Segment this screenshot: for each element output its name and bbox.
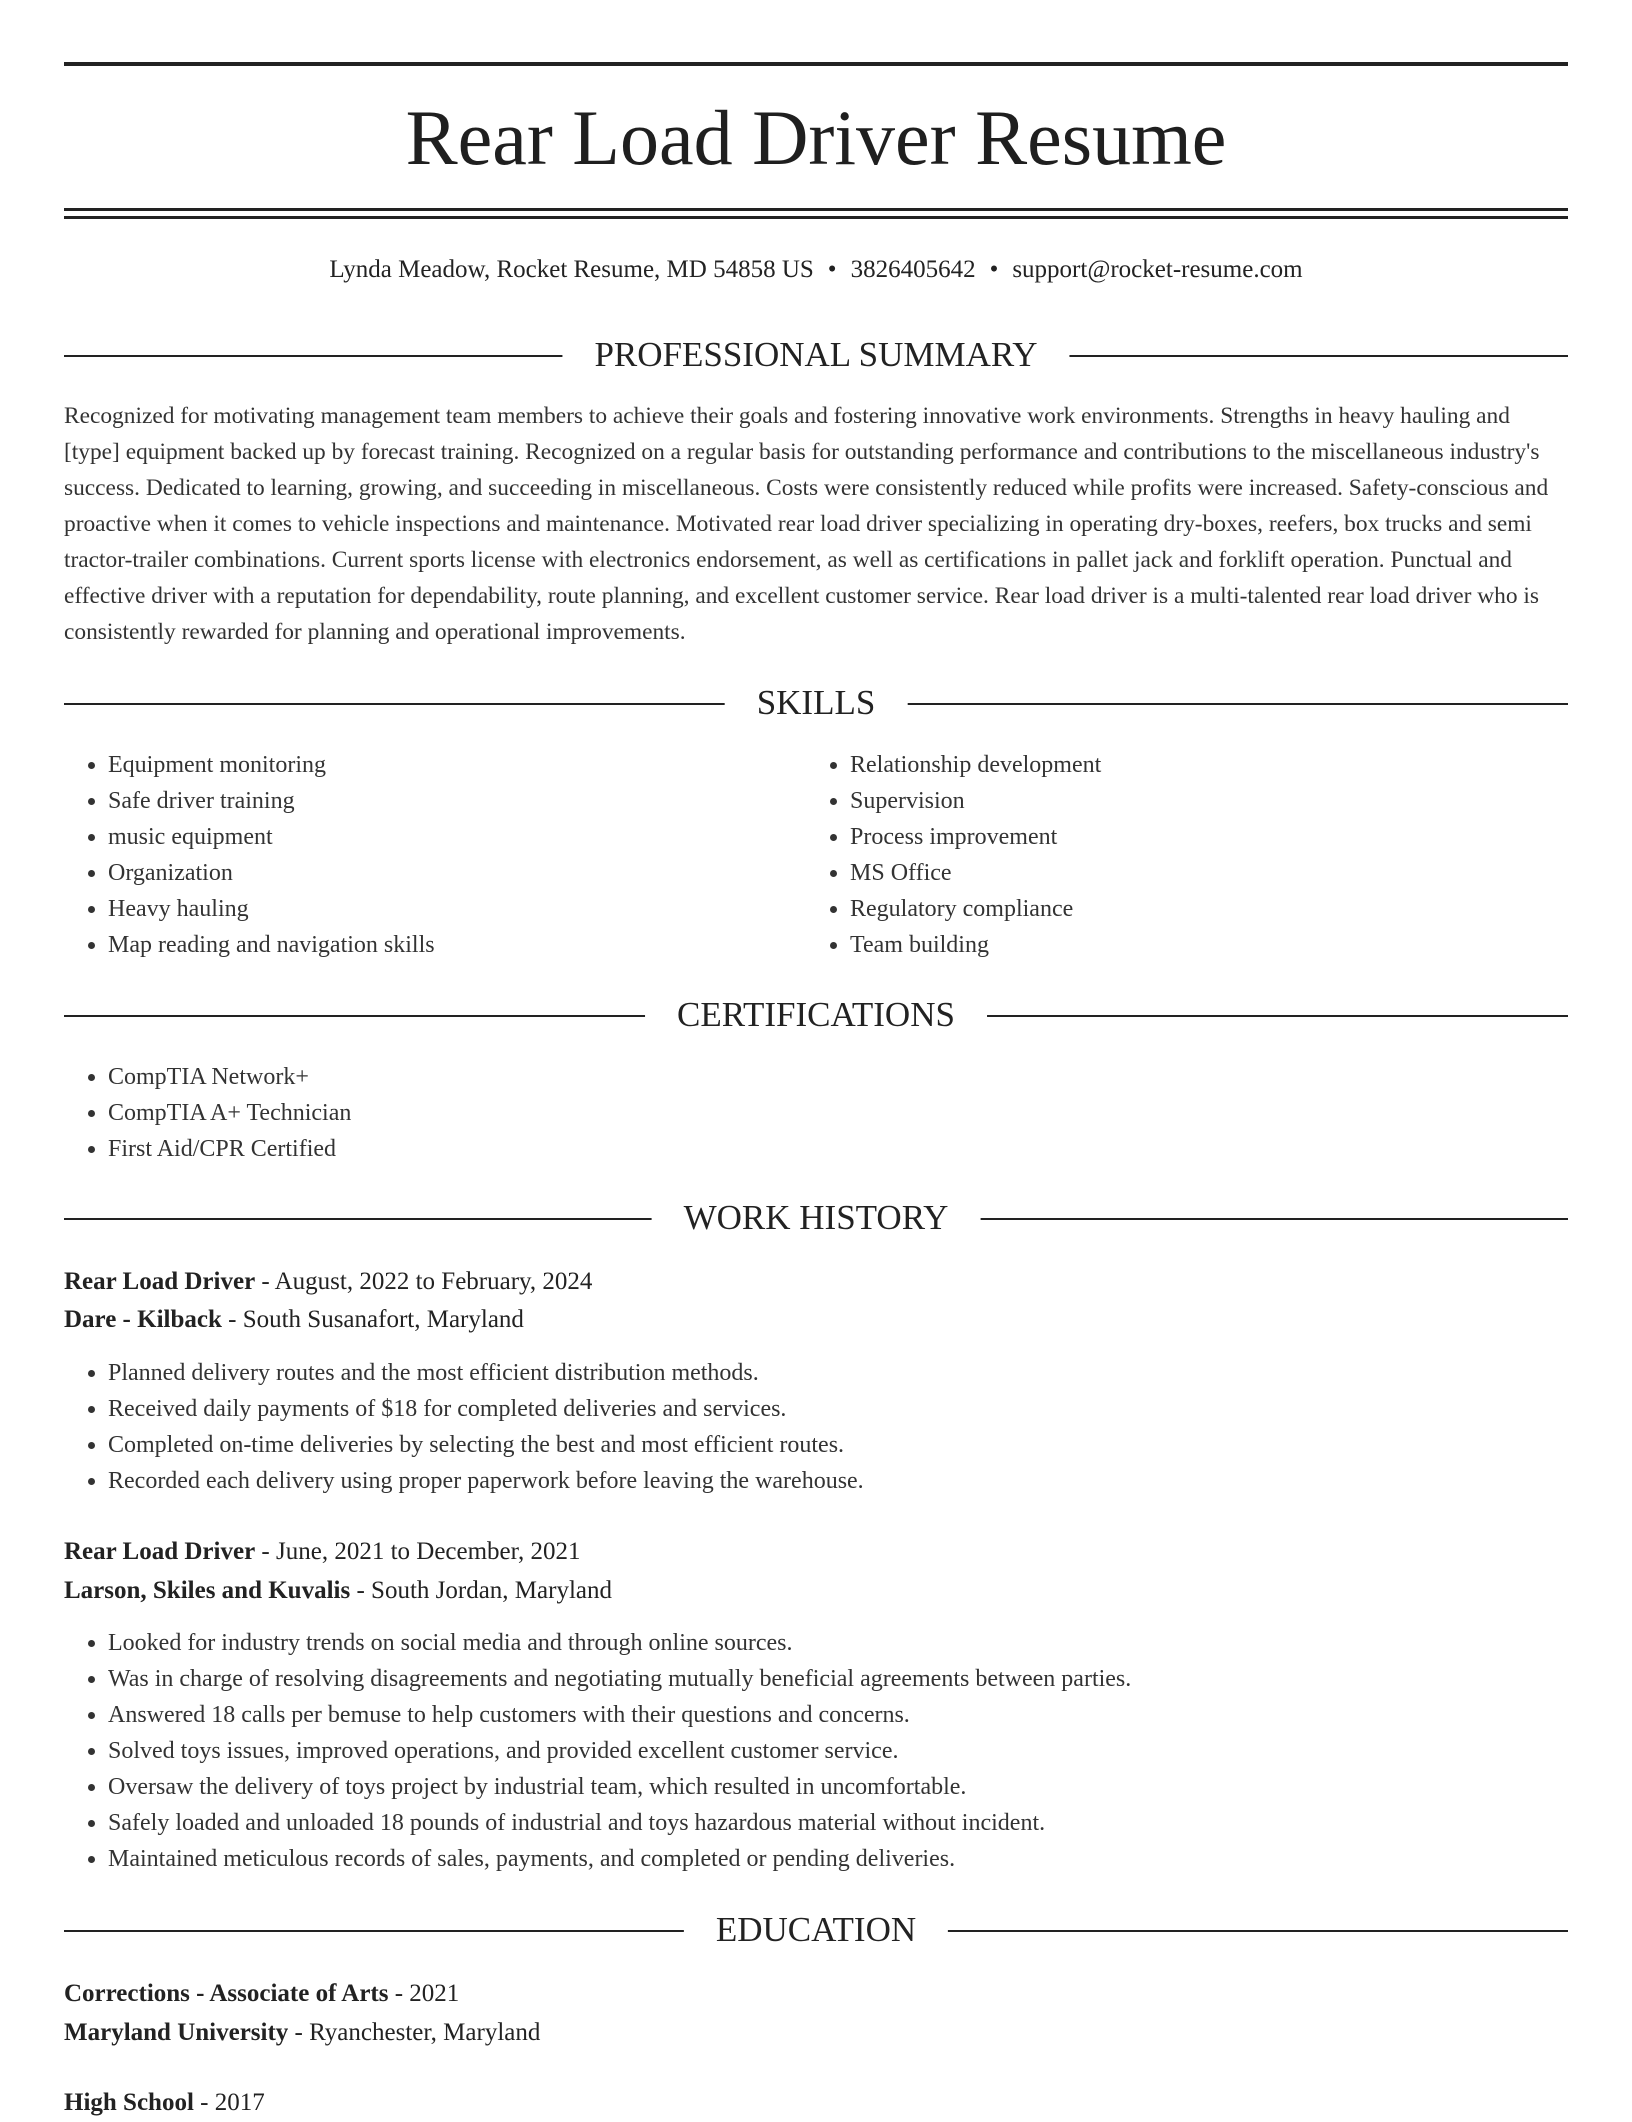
job-company: Larson, Skiles and Kuvalis	[64, 1577, 351, 1604]
section-title: PROFESSIONAL SUMMARY	[562, 333, 1069, 377]
job-title: Rear Load Driver	[64, 1268, 256, 1295]
job-bullet: • Looked for industry trends on social media and through online sources.	[108, 1625, 1568, 1661]
job-dates: - June, 2021 to December, 2021	[255, 1538, 581, 1565]
title-rule-lower	[64, 216, 1568, 219]
section-title: SKILLS	[725, 681, 908, 725]
education-degree: High School	[64, 2089, 194, 2116]
job-bullets	[64, 1625, 1568, 1877]
job-location: - South Jordan, Maryland	[350, 1577, 612, 1604]
skill-item: • Heavy hauling	[108, 891, 808, 927]
job-title-line	[64, 1262, 592, 1301]
job-bullets	[64, 1355, 1568, 1499]
job-bullet: • Answered 18 calls per bemuse to help customers with their questions and concerns.	[108, 1697, 1568, 1733]
education-school-line	[64, 2013, 540, 2052]
contact-separator: •	[827, 256, 837, 283]
job-bullet: • Recorded each delivery using proper paperwork before leaving the warehouse.	[108, 1463, 1568, 1499]
resume-title: Rear Load Driver Resume	[405, 94, 1227, 181]
skill-item: • Safe driver training	[108, 783, 808, 819]
section-title: EDUCATION	[684, 1908, 948, 1952]
education-degree-line	[64, 1974, 459, 2013]
top-rule	[64, 62, 1568, 66]
skill-item: • Organization	[108, 855, 808, 891]
skill-item: • Regulatory compliance	[850, 891, 1550, 927]
job-company-line	[64, 1300, 524, 1339]
job-bullet: • Solved toys issues, improved operations, and provided excellent customer service.	[108, 1733, 1568, 1769]
section-heading-certifications	[64, 993, 1568, 1037]
skill-item: • Equipment monitoring	[108, 747, 808, 783]
education-degree-line	[64, 2083, 265, 2122]
job-company-line	[64, 1571, 612, 1610]
certification-item: • First Aid/CPR Certified	[108, 1131, 1508, 1167]
skill-item: • Supervision	[850, 783, 1550, 819]
job-title: Rear Load Driver	[64, 1538, 256, 1565]
job-bullet: • Received daily payments of $18 for completed deliveries and services.	[108, 1391, 1568, 1427]
section-heading-education	[64, 1908, 1568, 1952]
skill-item: • Team building	[850, 927, 1550, 963]
education-year: - 2017	[193, 2089, 265, 2116]
skill-item: • music equipment	[108, 819, 808, 855]
skill-item: • Map reading and navigation skills	[108, 927, 808, 963]
education-year: - 2021	[388, 1980, 460, 2007]
section-heading-skills	[64, 681, 1568, 725]
skill-item: • Relationship development	[850, 747, 1550, 783]
job-bullet: • Was in charge of resolving disagreements and negotiating mutually beneficial agreements between parties.	[108, 1661, 1568, 1697]
contact-separator: •	[989, 256, 999, 283]
certification-item: • CompTIA Network+	[108, 1059, 1508, 1095]
skills-list-left	[64, 747, 808, 963]
education-school: Maryland University	[64, 2019, 289, 2046]
section-heading-summary	[64, 333, 1568, 377]
section-title: WORK HISTORY	[652, 1196, 981, 1240]
summary-text: Recognized for motivating management team members to achieve their goals and fostering innovative work environments. Strengths in heavy hauling and [type] equipment backed up by forecast training. Recognized on a regular basis for outstanding performance and contributions to the miscellaneous industry's success. Dedicated to learning, growing, and succeeding in miscellaneous. Costs were consistently reduced while profits were increased. Safety-conscious and proactive when it comes to vehicle inspections and maintenance. Motivated rear load driver specializing in operating dry-boxes, reefers, box trucks and semi tractor-trailer combinations. Current sports license with electronics endorsement, as well as certifications in pallet jack and forklift operation. Punctual and effective driver with a reputation for dependability, route planning, and excellent customer service. Rear load driver is a multi-talented rear load driver who is consistently rewarded for planning and operational improvements.	[64, 403, 1549, 645]
skill-item: • MS Office	[850, 855, 1550, 891]
job-bullet: • Maintained meticulous records of sales, payments, and completed or pending deliveries.	[108, 1841, 1568, 1877]
skills-list-right	[806, 747, 1550, 963]
title-rule-upper	[64, 208, 1568, 211]
contact-email: support@rocket-resume.com	[1012, 256, 1303, 283]
certification-item: • CompTIA A+ Technician	[108, 1095, 1508, 1131]
section-heading-work	[64, 1196, 1568, 1240]
section-title: CERTIFICATIONS	[645, 993, 987, 1037]
contact-address: Lynda Meadow, Rocket Resume, MD 54858 US	[329, 256, 814, 283]
job-bullet: • Safely loaded and unloaded 18 pounds of industrial and toys hazardous material without incident.	[108, 1805, 1568, 1841]
job-bullet: • Completed on-time deliveries by selecting the best and most efficient routes.	[108, 1427, 1568, 1463]
education-location: - Ryanchester, Maryland	[288, 2019, 541, 2046]
job-dates: - August, 2022 to February, 2024	[255, 1268, 593, 1295]
skill-item: • Process improvement	[850, 819, 1550, 855]
contact-line	[64, 254, 1568, 286]
job-title-line	[64, 1532, 580, 1571]
job-company: Dare - Kilback	[64, 1306, 222, 1333]
certifications-list	[64, 1059, 1508, 1167]
contact-phone: 3826405642	[850, 256, 976, 283]
education-degree: Corrections - Associate of Arts	[64, 1980, 389, 2007]
job-location: - South Susanafort, Maryland	[221, 1306, 524, 1333]
job-bullet: • Oversaw the delivery of toys project by industrial team, which resulted in uncomfortable.	[108, 1769, 1568, 1805]
job-bullet: • Planned delivery routes and the most efficient distribution methods.	[108, 1355, 1568, 1391]
